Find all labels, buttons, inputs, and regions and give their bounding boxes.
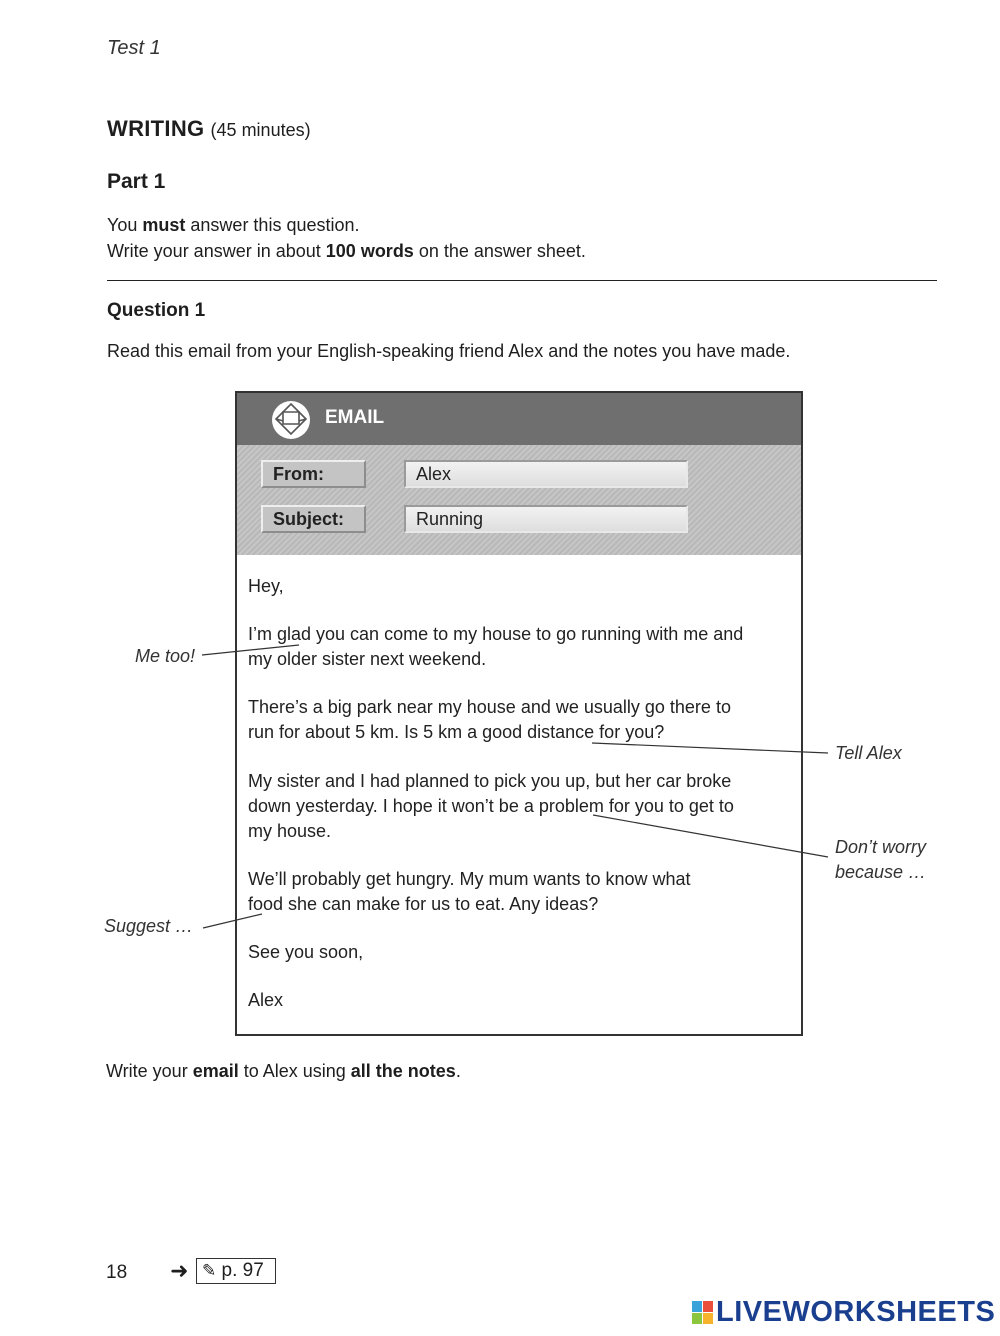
liveworksheets-brand: LIVEWORKSHEETS [716, 1296, 996, 1328]
pencil-icon: ✎ [202, 1261, 217, 1280]
arrow-icon: ➜ [170, 1258, 189, 1283]
email-body-line: my house. [248, 821, 332, 841]
email-body-line: We’ll probably get hungry. My mum wants to know what [248, 869, 691, 889]
email-body-line: food she can make for us to eat. Any ideas? [248, 894, 599, 914]
task-instruction [106, 1061, 461, 1082]
instr1-bold: must [142, 215, 186, 235]
email-body-line: My sister and I had planned to pick you up, but her car broke [248, 771, 732, 791]
writing-duration: (45 minutes) [210, 120, 311, 140]
task-bold-email: email [192, 1061, 239, 1081]
email-body-line: run for about 5 km. Is 5 km a good distance for you? [248, 722, 665, 742]
email-body-line: down yesterday. I hope it won’t be a problem for you to get to [248, 796, 734, 816]
email-body-line: Alex [248, 990, 284, 1010]
subject-label: Subject: [261, 505, 366, 533]
instr1-post: answer this question. [185, 215, 360, 235]
instr2-post: on the answer sheet. [413, 241, 586, 261]
page-number: 18 [106, 1262, 128, 1283]
task-post: . [455, 1061, 461, 1081]
pointer-dont-worry [593, 815, 828, 857]
email-body-line: There’s a big park near my house and we usually go there to [248, 697, 731, 717]
question-title: Question 1 [107, 300, 206, 321]
from-field: Alex [404, 460, 688, 488]
task-pre: Write your [106, 1061, 193, 1081]
note-dont-worry: Don’t worry [835, 837, 927, 857]
email-title: EMAIL [325, 407, 385, 428]
email-body-line: I’m glad you can come to my house to go running with me and [248, 624, 744, 644]
liveworksheets-logo-icon [692, 1301, 714, 1325]
note-tell-alex: Tell Alex [835, 743, 902, 763]
question-prompt: Read this email from your English-speaking friend Alex and the notes you have made. [107, 341, 791, 361]
pointer-suggest [203, 914, 262, 928]
pointer-me-too [202, 645, 299, 655]
subject-field: Running [404, 505, 688, 533]
instr2-pre: Write your answer in about [107, 241, 326, 261]
instr1-pre: You [107, 215, 143, 235]
pointer-tell-alex [592, 743, 828, 753]
email-body-line: See you soon, [248, 942, 364, 962]
email-body-line: Hey, [248, 576, 284, 596]
note-suggest: Suggest … [104, 916, 194, 936]
email-body-line: my older sister next weekend. [248, 649, 487, 669]
writing-title: WRITING [107, 116, 205, 141]
from-label: From: [261, 460, 366, 488]
note-me-too: Me too! [135, 646, 196, 666]
note-because: because … [835, 862, 927, 882]
part-title: Part 1 [107, 170, 166, 193]
page-reference-text: p. 97 [221, 1260, 264, 1281]
instr2-bold: 100 words [325, 241, 414, 261]
page-reference[interactable] [196, 1258, 276, 1284]
test-label: Test 1 [107, 37, 161, 59]
task-mid: to Alex using [238, 1061, 351, 1081]
task-bold-notes: all the notes [350, 1061, 456, 1081]
